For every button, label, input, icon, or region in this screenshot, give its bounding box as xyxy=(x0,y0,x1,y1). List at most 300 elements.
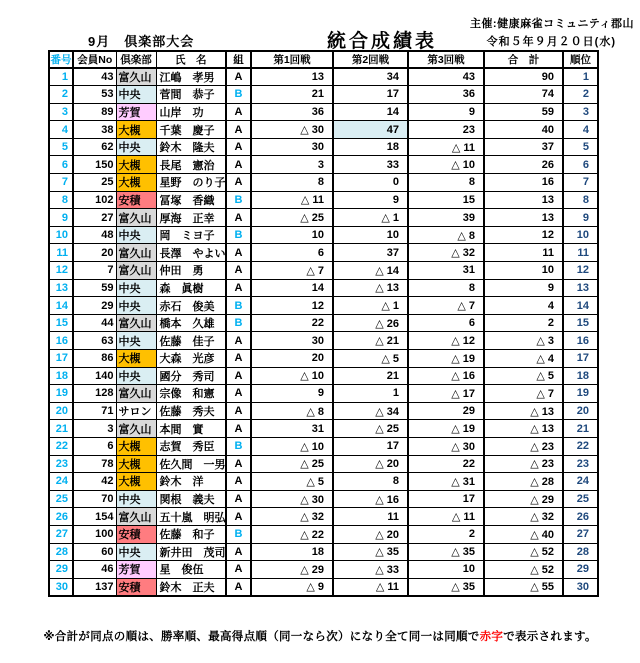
round1-cell: △ 25 xyxy=(251,209,333,227)
round1-cell: 18 xyxy=(251,543,333,561)
name-cell: 長澤 やよい xyxy=(156,244,226,262)
rank-cell: 19 xyxy=(563,385,598,403)
round2-cell: 14 xyxy=(333,103,408,121)
table-row xyxy=(49,561,598,579)
row-number-cell: 9 xyxy=(49,209,73,227)
table-row xyxy=(49,578,598,596)
table-row xyxy=(49,543,598,561)
table-row xyxy=(49,86,598,104)
round1-cell: △ 32 xyxy=(251,508,333,526)
round2-cell: 8 xyxy=(333,473,408,491)
round2-cell: 17 xyxy=(333,86,408,104)
club-cell: 芳賀 xyxy=(116,561,156,579)
round3-cell: 8 xyxy=(408,279,484,297)
round2-cell: △ 16 xyxy=(333,490,408,508)
rank-cell: 14 xyxy=(563,297,598,315)
name-cell: 千葉 慶子 xyxy=(156,121,226,139)
round2-cell: 47 xyxy=(333,121,408,139)
round1-cell: 10 xyxy=(251,226,333,244)
round2-cell: △ 1 xyxy=(333,297,408,315)
club-cell: 中央 xyxy=(116,86,156,104)
header-row xyxy=(49,51,598,68)
table-row xyxy=(49,121,598,139)
member-no-cell: 25 xyxy=(73,174,116,192)
table-row xyxy=(49,262,598,280)
col-header-member-no: 会員No xyxy=(73,51,116,68)
table-row xyxy=(49,350,598,368)
round1-cell: 13 xyxy=(251,68,333,86)
row-number-cell: 3 xyxy=(49,103,73,121)
total-cell: △ 7 xyxy=(484,385,563,403)
round3-cell: △ 7 xyxy=(408,297,484,315)
member-no-cell: 6 xyxy=(73,437,116,455)
footnote-suffix: で表示されます。 xyxy=(503,631,597,643)
round1-cell: △ 30 xyxy=(251,121,333,139)
club-cell: 富久山 xyxy=(116,314,156,332)
table-row xyxy=(49,191,598,209)
round3-cell: 22 xyxy=(408,455,484,473)
row-number-cell: 16 xyxy=(49,332,73,350)
row-number-cell: 17 xyxy=(49,350,73,368)
group-cell: A xyxy=(226,209,251,227)
row-number-cell: 27 xyxy=(49,525,73,543)
group-cell: A xyxy=(226,473,251,491)
group-cell: A xyxy=(226,103,251,121)
report-date: 令和５年９月２０日(水) xyxy=(486,36,616,48)
total-cell: △ 23 xyxy=(484,455,563,473)
row-number-cell: 14 xyxy=(49,297,73,315)
rank-cell: 24 xyxy=(563,473,598,491)
name-cell: 冨塚 香織 xyxy=(156,191,226,209)
round1-cell: 30 xyxy=(251,138,333,156)
table-row xyxy=(49,525,598,543)
round2-cell: △ 1 xyxy=(333,209,408,227)
row-number-cell: 19 xyxy=(49,385,73,403)
name-cell: 鈴木 隆夫 xyxy=(156,138,226,156)
round1-cell: △ 25 xyxy=(251,455,333,473)
table-row xyxy=(49,226,598,244)
round3-cell: △ 31 xyxy=(408,473,484,491)
group-cell: A xyxy=(226,420,251,438)
member-no-cell: 63 xyxy=(73,332,116,350)
club-cell: 富久山 xyxy=(116,420,156,438)
club-cell: 富久山 xyxy=(116,385,156,403)
club-cell: 大槻 xyxy=(116,174,156,192)
member-no-cell: 59 xyxy=(73,279,116,297)
round2-cell: △ 25 xyxy=(333,420,408,438)
member-no-cell: 128 xyxy=(73,385,116,403)
rank-cell: 1 xyxy=(563,68,598,86)
row-number-cell: 10 xyxy=(49,226,73,244)
rank-cell: 18 xyxy=(563,367,598,385)
club-cell: 大槻 xyxy=(116,121,156,139)
member-no-cell: 71 xyxy=(73,402,116,420)
round3-cell: △ 17 xyxy=(408,385,484,403)
name-cell: 江嶋 孝男 xyxy=(156,68,226,86)
round3-cell: 23 xyxy=(408,121,484,139)
rank-cell: 23 xyxy=(563,455,598,473)
rank-cell: 7 xyxy=(563,174,598,192)
rank-cell: 29 xyxy=(563,561,598,579)
total-cell: △ 3 xyxy=(484,332,563,350)
rank-cell: 3 xyxy=(563,103,598,121)
name-cell: 志賀 秀臣 xyxy=(156,437,226,455)
row-number-cell: 30 xyxy=(49,578,73,596)
member-no-cell: 38 xyxy=(73,121,116,139)
row-number-cell: 25 xyxy=(49,490,73,508)
table-row xyxy=(49,279,598,297)
row-number-cell: 22 xyxy=(49,437,73,455)
group-cell: B xyxy=(226,297,251,315)
round2-cell: 21 xyxy=(333,367,408,385)
round1-cell: △ 10 xyxy=(251,367,333,385)
total-cell: △ 32 xyxy=(484,508,563,526)
rank-cell: 17 xyxy=(563,350,598,368)
round1-cell: 3 xyxy=(251,156,333,174)
row-number-cell: 23 xyxy=(49,455,73,473)
member-no-cell: 137 xyxy=(73,578,116,596)
table-row xyxy=(49,68,598,86)
col-header-total: 合 計 xyxy=(484,51,563,68)
round1-cell: 14 xyxy=(251,279,333,297)
club-cell: 大槻 xyxy=(116,156,156,174)
row-number-cell: 2 xyxy=(49,86,73,104)
group-cell: A xyxy=(226,262,251,280)
member-no-cell: 53 xyxy=(73,86,116,104)
name-cell: 山岸 功 xyxy=(156,103,226,121)
col-header-no: 番号 xyxy=(49,51,73,68)
group-cell: B xyxy=(226,525,251,543)
table-row xyxy=(49,402,598,420)
rank-cell: 30 xyxy=(563,578,598,596)
rank-cell: 4 xyxy=(563,121,598,139)
round1-cell: △ 22 xyxy=(251,525,333,543)
round3-cell: 15 xyxy=(408,191,484,209)
round2-cell: △ 34 xyxy=(333,402,408,420)
rank-cell: 8 xyxy=(563,191,598,209)
row-number-cell: 26 xyxy=(49,508,73,526)
round1-cell: △ 5 xyxy=(251,473,333,491)
group-cell: A xyxy=(226,508,251,526)
group-cell: A xyxy=(226,402,251,420)
club-cell: 中央 xyxy=(116,297,156,315)
round1-cell: △ 8 xyxy=(251,402,333,420)
col-header-name: 氏 名 xyxy=(156,51,226,68)
total-cell: 12 xyxy=(484,226,563,244)
round2-cell: 9 xyxy=(333,191,408,209)
member-no-cell: 86 xyxy=(73,350,116,368)
club-cell: 大槻 xyxy=(116,437,156,455)
round2-cell: △ 5 xyxy=(333,350,408,368)
table-row xyxy=(49,103,598,121)
rank-cell: 10 xyxy=(563,226,598,244)
footnote-prefix: ※合計が同点の順は、勝率順、最高得点順（同一なら次）になり全て同一は同順で xyxy=(43,631,480,643)
club-cell: 中央 xyxy=(116,543,156,561)
member-no-cell: 43 xyxy=(73,68,116,86)
name-cell: 佐久間 一男 xyxy=(156,455,226,473)
round2-cell: 0 xyxy=(333,174,408,192)
table-row xyxy=(49,508,598,526)
total-cell: △ 29 xyxy=(484,490,563,508)
rank-cell: 21 xyxy=(563,420,598,438)
group-cell: A xyxy=(226,279,251,297)
organizer-text: 主催:健康麻雀コミュニティ郡山 xyxy=(469,18,634,30)
name-cell: 大森 光彦 xyxy=(156,350,226,368)
round2-cell: 10 xyxy=(333,226,408,244)
round2-cell: △ 26 xyxy=(333,314,408,332)
table-row xyxy=(49,473,598,491)
total-cell: △ 55 xyxy=(484,578,563,596)
total-cell: 11 xyxy=(484,244,563,262)
table-row xyxy=(49,437,598,455)
page-title: 統合成績表 xyxy=(327,31,438,52)
group-cell: A xyxy=(226,68,251,86)
name-cell: 仲田 勇 xyxy=(156,262,226,280)
member-no-cell: 78 xyxy=(73,455,116,473)
round2-cell: △ 20 xyxy=(333,525,408,543)
member-no-cell: 48 xyxy=(73,226,116,244)
club-cell: 大槻 xyxy=(116,473,156,491)
total-cell: 26 xyxy=(484,156,563,174)
group-cell: B xyxy=(226,191,251,209)
member-no-cell: 46 xyxy=(73,561,116,579)
group-cell: A xyxy=(226,490,251,508)
rank-cell: 11 xyxy=(563,244,598,262)
group-cell: A xyxy=(226,174,251,192)
round3-cell: △ 11 xyxy=(408,138,484,156)
round1-cell: 30 xyxy=(251,332,333,350)
round3-cell: 9 xyxy=(408,103,484,121)
group-cell: A xyxy=(226,543,251,561)
round2-cell: 1 xyxy=(333,385,408,403)
total-cell: △ 13 xyxy=(484,420,563,438)
club-cell: 安積 xyxy=(116,525,156,543)
rank-cell: 22 xyxy=(563,437,598,455)
round3-cell: △ 8 xyxy=(408,226,484,244)
name-cell: 佐藤 和子 xyxy=(156,525,226,543)
round2-cell: 34 xyxy=(333,68,408,86)
member-no-cell: 3 xyxy=(73,420,116,438)
event-title: 9月 倶楽部大会 xyxy=(88,34,195,49)
club-cell: サロン xyxy=(116,402,156,420)
member-no-cell: 102 xyxy=(73,191,116,209)
col-header-round1: 第1回戦 xyxy=(251,51,333,68)
round3-cell: 2 xyxy=(408,525,484,543)
col-header-rank: 順位 xyxy=(563,51,598,68)
round1-cell: 8 xyxy=(251,174,333,192)
row-number-cell: 8 xyxy=(49,191,73,209)
rank-cell: 9 xyxy=(563,209,598,227)
name-cell: 森 眞樹 xyxy=(156,279,226,297)
name-cell: 新井田 茂司 xyxy=(156,543,226,561)
footnote-red-word: 赤字 xyxy=(479,631,504,643)
round2-cell: △ 33 xyxy=(333,561,408,579)
round1-cell: △ 11 xyxy=(251,191,333,209)
name-cell: 佐藤 佳子 xyxy=(156,332,226,350)
rank-cell: 2 xyxy=(563,86,598,104)
round1-cell: 31 xyxy=(251,420,333,438)
member-no-cell: 60 xyxy=(73,543,116,561)
total-cell: 9 xyxy=(484,279,563,297)
round3-cell: △ 10 xyxy=(408,156,484,174)
round3-cell: △ 30 xyxy=(408,437,484,455)
club-cell: 中央 xyxy=(116,279,156,297)
club-cell: 富久山 xyxy=(116,508,156,526)
club-cell: 中央 xyxy=(116,332,156,350)
round3-cell: 8 xyxy=(408,174,484,192)
group-cell: B xyxy=(226,86,251,104)
name-cell: 鈴木 正夫 xyxy=(156,578,226,596)
name-cell: 星 俊伍 xyxy=(156,561,226,579)
club-cell: 中央 xyxy=(116,226,156,244)
table-row xyxy=(49,455,598,473)
group-cell: A xyxy=(226,138,251,156)
row-number-cell: 6 xyxy=(49,156,73,174)
name-cell: 國分 秀司 xyxy=(156,367,226,385)
round3-cell: △ 19 xyxy=(408,350,484,368)
round2-cell: 33 xyxy=(333,156,408,174)
round1-cell: 12 xyxy=(251,297,333,315)
round2-cell: △ 11 xyxy=(333,578,408,596)
club-cell: 富久山 xyxy=(116,262,156,280)
table-row xyxy=(49,209,598,227)
row-number-cell: 18 xyxy=(49,367,73,385)
round1-cell: △ 7 xyxy=(251,262,333,280)
club-cell: 富久山 xyxy=(116,244,156,262)
round2-cell: 37 xyxy=(333,244,408,262)
results-table-body xyxy=(49,68,598,596)
member-no-cell: 42 xyxy=(73,473,116,491)
total-cell: 90 xyxy=(484,68,563,86)
group-cell: A xyxy=(226,578,251,596)
round1-cell: 22 xyxy=(251,314,333,332)
group-cell: A xyxy=(226,561,251,579)
row-number-cell: 7 xyxy=(49,174,73,192)
total-cell: △ 28 xyxy=(484,473,563,491)
round1-cell: 21 xyxy=(251,86,333,104)
name-cell: 五十嵐 明弘 xyxy=(156,508,226,526)
round3-cell: 6 xyxy=(408,314,484,332)
total-cell: 16 xyxy=(484,174,563,192)
round2-cell: △ 13 xyxy=(333,279,408,297)
club-cell: 富久山 xyxy=(116,209,156,227)
round3-cell: △ 11 xyxy=(408,508,484,526)
round1-cell: △ 30 xyxy=(251,490,333,508)
member-no-cell: 140 xyxy=(73,367,116,385)
round1-cell: 6 xyxy=(251,244,333,262)
group-cell: A xyxy=(226,350,251,368)
club-cell: 芳賀 xyxy=(116,103,156,121)
round1-cell: △ 10 xyxy=(251,437,333,455)
member-no-cell: 29 xyxy=(73,297,116,315)
table-row xyxy=(49,156,598,174)
round3-cell: 10 xyxy=(408,561,484,579)
member-no-cell: 27 xyxy=(73,209,116,227)
group-cell: B xyxy=(226,314,251,332)
row-number-cell: 15 xyxy=(49,314,73,332)
round2-cell: △ 20 xyxy=(333,455,408,473)
name-cell: 本間 實 xyxy=(156,420,226,438)
total-cell: △ 23 xyxy=(484,437,563,455)
club-cell: 大槻 xyxy=(116,350,156,368)
col-header-round3: 第3回戦 xyxy=(408,51,484,68)
round3-cell: 17 xyxy=(408,490,484,508)
rank-cell: 5 xyxy=(563,138,598,156)
group-cell: B xyxy=(226,437,251,455)
row-number-cell: 28 xyxy=(49,543,73,561)
rank-cell: 25 xyxy=(563,490,598,508)
rank-cell: 6 xyxy=(563,156,598,174)
member-no-cell: 70 xyxy=(73,490,116,508)
club-cell: 中央 xyxy=(116,138,156,156)
member-no-cell: 89 xyxy=(73,103,116,121)
round3-cell: 36 xyxy=(408,86,484,104)
table-row xyxy=(49,174,598,192)
name-cell: 佐藤 秀夫 xyxy=(156,402,226,420)
table-row xyxy=(49,244,598,262)
round3-cell: 39 xyxy=(408,209,484,227)
rank-cell: 13 xyxy=(563,279,598,297)
rank-cell: 15 xyxy=(563,314,598,332)
club-cell: 富久山 xyxy=(116,68,156,86)
round3-cell: △ 12 xyxy=(408,332,484,350)
round3-cell: △ 35 xyxy=(408,543,484,561)
round1-cell: 20 xyxy=(251,350,333,368)
group-cell: A xyxy=(226,332,251,350)
round3-cell: △ 16 xyxy=(408,367,484,385)
round3-cell: △ 35 xyxy=(408,578,484,596)
col-header-round2: 第2回戦 xyxy=(333,51,408,68)
row-number-cell: 13 xyxy=(49,279,73,297)
group-cell: A xyxy=(226,244,251,262)
member-no-cell: 154 xyxy=(73,508,116,526)
name-cell: 橋本 久雄 xyxy=(156,314,226,332)
name-cell: 関根 義夫 xyxy=(156,490,226,508)
total-cell: △ 52 xyxy=(484,561,563,579)
round2-cell: 11 xyxy=(333,508,408,526)
name-cell: 鈴木 洋 xyxy=(156,473,226,491)
total-cell: 13 xyxy=(484,209,563,227)
round1-cell: 9 xyxy=(251,385,333,403)
footnote xyxy=(0,628,640,644)
group-cell: A xyxy=(226,367,251,385)
row-number-cell: 21 xyxy=(49,420,73,438)
total-cell: △ 5 xyxy=(484,367,563,385)
member-no-cell: 7 xyxy=(73,262,116,280)
round2-cell: △ 35 xyxy=(333,543,408,561)
round3-cell: 31 xyxy=(408,262,484,280)
group-cell: A xyxy=(226,385,251,403)
total-cell: △ 13 xyxy=(484,402,563,420)
rank-cell: 26 xyxy=(563,508,598,526)
round2-cell: △ 14 xyxy=(333,262,408,280)
group-cell: B xyxy=(226,226,251,244)
name-cell: 長尾 憲治 xyxy=(156,156,226,174)
rank-cell: 20 xyxy=(563,402,598,420)
name-cell: 厚海 正幸 xyxy=(156,209,226,227)
club-cell: 中央 xyxy=(116,367,156,385)
row-number-cell: 11 xyxy=(49,244,73,262)
row-number-cell: 1 xyxy=(49,68,73,86)
total-cell: △ 52 xyxy=(484,543,563,561)
round1-cell: △ 9 xyxy=(251,578,333,596)
round1-cell: △ 29 xyxy=(251,561,333,579)
col-header-group: 組 xyxy=(226,51,251,68)
total-cell: 13 xyxy=(484,191,563,209)
round3-cell: △ 32 xyxy=(408,244,484,262)
row-number-cell: 4 xyxy=(49,121,73,139)
total-cell: △ 40 xyxy=(484,525,563,543)
